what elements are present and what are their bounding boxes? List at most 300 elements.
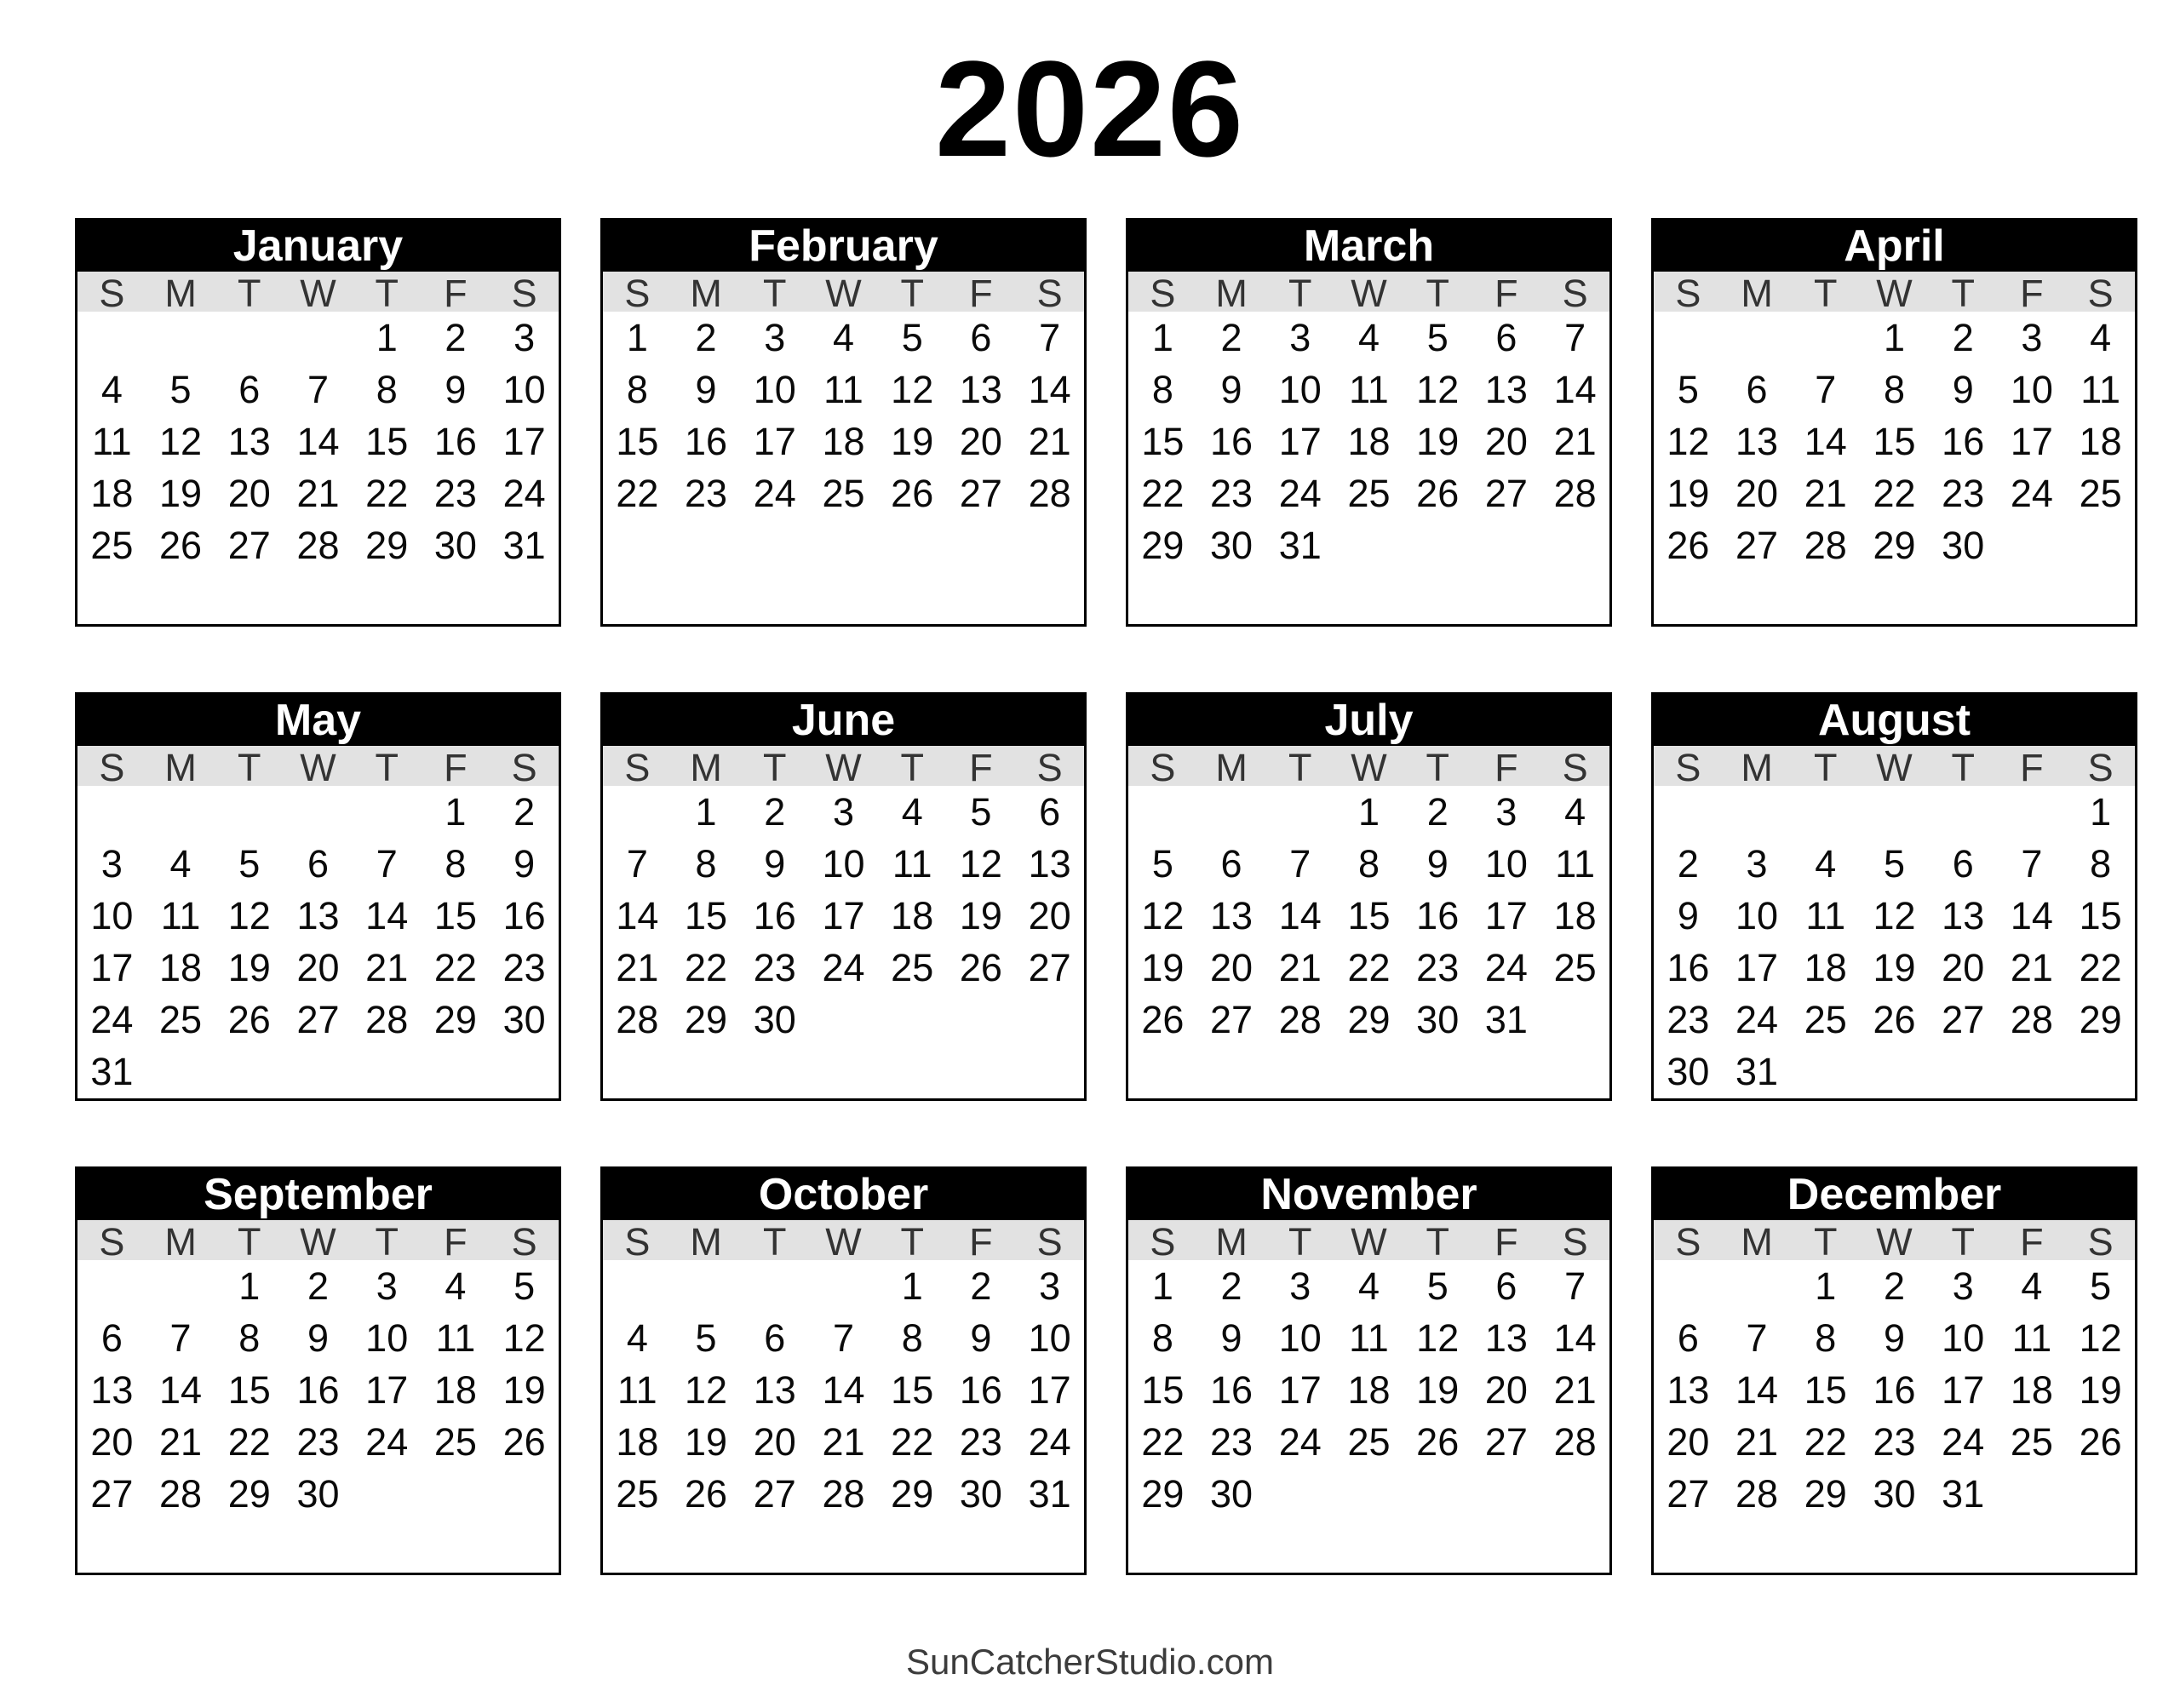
day-cell: 6 [307,841,329,886]
month-october [600,1166,1087,1575]
weekday-label: F [1494,1220,1518,1264]
day-cell: 21 [296,471,340,515]
day-cell: 27 [1028,945,1071,989]
day-cell: 1 [445,789,467,834]
day-cell: 30 [1210,523,1254,567]
day-cell: 30 [1416,997,1460,1041]
weekday-label: F [1494,746,1518,789]
weekday-label: T [1288,272,1312,315]
day-cell: 26 [2079,1419,2122,1464]
day-cell: 2 [307,1264,329,1308]
day-cell: 14 [296,419,340,463]
weekday-label: F [2020,746,2044,789]
day-cell: 4 [169,841,192,886]
day-cell: 6 [764,1315,786,1360]
day-cell: 20 [1484,1367,1528,1412]
day-cell: 23 [296,1419,340,1464]
month-title: December [1654,1169,2135,1220]
day-cell: 7 [169,1315,192,1360]
day-cell: 5 [238,841,261,886]
day-cell: 9 [1883,1315,1905,1360]
day-cell: 9 [513,841,536,886]
day-cell: 11 [435,1315,476,1360]
day-cell: 14 [616,893,659,937]
day-cell: 7 [1289,841,1311,886]
day-cell: 3 [764,315,786,359]
day-cell: 8 [1883,367,1905,411]
day-cell: 18 [616,1419,659,1464]
day-cell: 23 [1210,471,1254,515]
day-cell: 18 [2079,419,2122,463]
empty-day-cell [1860,786,1929,838]
day-cell: 9 [695,367,717,411]
day-cell: 6 [1677,1315,1699,1360]
day-cell: 23 [685,471,728,515]
day-cell: 3 [1289,315,1311,359]
day-cell: 3 [1746,841,1768,886]
day-cell: 1 [376,315,398,359]
day-cell: 14 [1553,367,1597,411]
day-cell: 22 [1141,1419,1185,1464]
weekday-label: S [1562,746,1588,789]
weekday-label: S [511,272,537,315]
weekday-label: T [763,746,787,789]
day-cell: 22 [891,1419,934,1464]
day-cell: 20 [90,1419,134,1464]
day-cell: 12 [1141,893,1185,937]
day-cell: 19 [959,893,1002,937]
day-cell: 1 [2090,789,2112,834]
day-cell: 24 [502,471,546,515]
weekday-label: W [1351,1220,1387,1264]
day-cell: 16 [1942,419,1985,463]
month-title: May [77,695,559,746]
day-cell: 27 [1942,997,1985,1041]
weekday-label: S [99,746,125,789]
day-grid [77,1260,559,1573]
weekday-label: W [825,746,862,789]
day-cell: 29 [2079,997,2122,1041]
day-cell: 30 [753,997,796,1041]
day-cell: 3 [1495,789,1517,834]
day-cell: 7 [832,1315,854,1360]
month-title: June [603,695,1084,746]
day-cell: 14 [365,893,409,937]
day-cell: 25 [1804,997,1847,1041]
empty-day-cell [215,312,284,364]
day-cell: 9 [1677,893,1699,937]
day-cell: 16 [1210,419,1254,463]
weekday-label: M [164,272,197,315]
empty-day-cell [1791,786,1860,838]
day-cell: 21 [1278,945,1322,989]
day-cell: 13 [1735,419,1779,463]
day-cell: 17 [1942,1367,1985,1412]
day-cell: 18 [1347,1367,1391,1412]
day-cell: 23 [1210,1419,1254,1464]
day-cell: 14 [1553,1315,1597,1360]
month-february [600,218,1087,627]
day-cell: 7 [2021,841,2043,886]
weekday-row [1128,1220,1609,1264]
day-cell: 20 [1735,471,1779,515]
day-cell: 12 [2079,1315,2122,1360]
day-cell: 5 [513,1264,536,1308]
day-cell: 20 [1942,945,1985,989]
day-cell: 13 [296,893,340,937]
day-cell: 11 [823,367,863,411]
day-cell: 11 [160,893,201,937]
day-cell: 30 [433,523,477,567]
empty-day-cell [353,786,422,838]
day-cell: 26 [685,1471,728,1516]
weekday-label: S [1562,1220,1588,1264]
day-cell: 10 [822,841,865,886]
day-cell: 6 [100,1315,123,1360]
day-cell: 21 [159,1419,203,1464]
month-march [1126,218,1612,627]
day-cell: 2 [1426,789,1449,834]
day-cell: 29 [1141,523,1185,567]
day-cell: 19 [1667,471,1710,515]
empty-day-cell [1654,786,1723,838]
day-cell: 8 [1815,1315,1837,1360]
weekday-label: T [900,1220,924,1264]
day-cell: 3 [513,315,536,359]
day-cell: 14 [2010,893,2053,937]
empty-day-cell [1654,1260,1723,1312]
day-cell: 30 [1873,1471,1916,1516]
day-cell: 22 [685,945,728,989]
day-cell: 11 [2080,367,2120,411]
weekday-label: W [825,272,862,315]
day-cell: 7 [626,841,648,886]
day-cell: 4 [1815,841,1837,886]
day-cell: 16 [959,1367,1002,1412]
month-july [1126,692,1612,1101]
weekday-label: M [1741,1220,1773,1264]
day-cell: 15 [1804,1367,1847,1412]
day-cell: 22 [365,471,409,515]
day-cell: 17 [502,419,546,463]
day-cell: 20 [959,419,1002,463]
day-cell: 28 [822,1471,865,1516]
weekday-label: T [900,272,924,315]
day-cell: 9 [1220,1315,1242,1360]
weekday-label: S [2087,272,2114,315]
day-cell: 15 [1141,419,1185,463]
day-cell: 15 [1347,893,1391,937]
empty-day-cell [146,786,215,838]
day-cell: 14 [1735,1367,1779,1412]
day-cell: 15 [616,419,659,463]
weekday-row [603,272,1084,315]
weekday-label: T [238,272,261,315]
day-cell: 17 [1484,893,1528,937]
day-cell: 6 [1039,789,1061,834]
empty-day-cell [740,1260,809,1312]
day-cell: 28 [1553,1419,1597,1464]
day-cell: 1 [1883,315,1905,359]
day-cell: 15 [433,893,477,937]
day-cell: 18 [891,893,934,937]
day-cell: 2 [970,1264,992,1308]
day-cell: 8 [445,841,467,886]
day-cell: 27 [1667,1471,1710,1516]
day-cell: 28 [1553,471,1597,515]
weekday-label: W [300,272,336,315]
day-cell: 3 [1952,1264,1974,1308]
empty-day-cell [1654,312,1723,364]
day-cell: 10 [1278,367,1322,411]
day-cell: 21 [1553,1367,1597,1412]
day-cell: 13 [90,1367,134,1412]
empty-day-cell [1197,786,1266,838]
empty-day-cell [1791,312,1860,364]
day-cell: 19 [227,945,271,989]
day-cell: 31 [90,1049,134,1093]
day-cell: 11 [1349,367,1389,411]
day-cell: 13 [959,367,1002,411]
month-september [75,1166,561,1575]
weekday-label: F [2020,1220,2044,1264]
day-cell: 18 [433,1367,477,1412]
day-cell: 24 [365,1419,409,1464]
day-cell: 5 [901,315,923,359]
weekday-label: S [1675,272,1701,315]
day-cell: 21 [616,945,659,989]
day-cell: 28 [1278,997,1322,1041]
day-grid [603,1260,1084,1573]
day-cell: 28 [1735,1471,1779,1516]
empty-day-cell [1998,786,2067,838]
weekday-label: T [375,1220,399,1264]
day-cell: 31 [1735,1049,1779,1093]
day-cell: 10 [1484,841,1528,886]
day-grid [1128,1260,1609,1573]
day-cell: 31 [1484,997,1528,1041]
day-cell: 1 [695,789,717,834]
day-cell: 11 [617,1367,657,1412]
day-cell: 24 [1028,1419,1071,1464]
day-cell: 29 [1804,1471,1847,1516]
weekday-label: F [444,746,468,789]
day-cell: 29 [891,1471,934,1516]
weekday-label: T [375,272,399,315]
day-cell: 30 [959,1471,1002,1516]
day-cell: 15 [1141,1367,1185,1412]
weekday-label: T [238,746,261,789]
day-cell: 29 [685,997,728,1041]
empty-day-cell [672,1260,741,1312]
empty-day-cell [146,312,215,364]
day-cell: 16 [502,893,546,937]
day-cell: 4 [2021,1264,2043,1308]
day-cell: 19 [2079,1367,2122,1412]
day-cell: 20 [296,945,340,989]
weekday-label: M [1215,1220,1248,1264]
day-cell: 30 [1942,523,1985,567]
day-cell: 4 [445,1264,467,1308]
day-cell: 12 [227,893,271,937]
day-cell: 27 [1484,1419,1528,1464]
day-cell: 27 [90,1471,134,1516]
weekday-label: W [1351,272,1387,315]
day-cell: 27 [1210,997,1254,1041]
weekday-label: S [99,1220,125,1264]
day-cell: 28 [365,997,409,1041]
empty-day-cell [215,786,284,838]
day-cell: 18 [1804,945,1847,989]
day-cell: 3 [376,1264,398,1308]
day-cell: 19 [1416,1367,1460,1412]
month-title: October [603,1169,1084,1220]
day-cell: 10 [1278,1315,1322,1360]
day-cell: 8 [626,367,648,411]
day-cell: 20 [1028,893,1071,937]
empty-day-cell [603,1260,672,1312]
day-cell: 6 [1220,841,1242,886]
day-cell: 24 [822,945,865,989]
day-cell: 5 [2090,1264,2112,1308]
weekday-label: T [1951,1220,1975,1264]
month-title: January [77,221,559,272]
day-grid [1128,786,1609,1098]
empty-day-cell [146,1260,215,1312]
day-cell: 25 [2010,1419,2053,1464]
day-cell: 19 [502,1367,546,1412]
day-cell: 7 [1815,367,1837,411]
empty-day-cell [77,786,146,838]
weekday-row [603,746,1084,789]
day-cell: 26 [959,945,1002,989]
day-cell: 22 [1804,1419,1847,1464]
day-cell: 6 [238,367,261,411]
day-cell: 6 [1495,315,1517,359]
weekday-label: M [690,1220,722,1264]
day-cell: 5 [695,1315,717,1360]
day-cell: 23 [1942,471,1985,515]
day-cell: 7 [1564,315,1586,359]
day-cell: 10 [1735,893,1779,937]
weekday-label: S [624,272,651,315]
day-cell: 22 [1141,471,1185,515]
day-cell: 25 [159,997,203,1041]
day-cell: 23 [1873,1419,1916,1464]
weekday-label: W [825,1220,862,1264]
month-november [1126,1166,1612,1575]
weekday-label: W [300,746,336,789]
day-cell: 27 [296,997,340,1041]
day-cell: 13 [753,1367,796,1412]
weekday-row [603,1220,1084,1264]
day-cell: 25 [1553,945,1597,989]
day-cell: 4 [2090,315,2112,359]
day-cell: 4 [1357,315,1380,359]
day-cell: 22 [433,945,477,989]
day-cell: 13 [1484,1315,1528,1360]
day-cell: 24 [1278,1419,1322,1464]
day-grid [1654,786,2135,1098]
weekday-label: S [1150,746,1176,789]
day-cell: 4 [1564,789,1586,834]
day-cell: 19 [1873,945,1916,989]
day-cell: 3 [100,841,123,886]
day-cell: 21 [1804,471,1847,515]
day-cell: 24 [1942,1419,1985,1464]
empty-day-cell [1723,312,1792,364]
day-cell: 1 [1151,315,1173,359]
day-grid [77,312,559,624]
day-cell: 10 [90,893,134,937]
day-cell: 13 [1210,893,1254,937]
day-cell: 8 [1151,1315,1173,1360]
day-cell: 28 [616,997,659,1041]
empty-day-cell [284,312,353,364]
weekday-label: M [164,746,197,789]
day-cell: 26 [1667,523,1710,567]
day-cell: 28 [2010,997,2053,1041]
weekday-row [1654,1220,2135,1264]
day-cell: 16 [1210,1367,1254,1412]
weekday-row [1128,272,1609,315]
day-cell: 14 [1278,893,1322,937]
day-cell: 2 [695,315,717,359]
day-cell: 30 [1210,1471,1254,1516]
day-cell: 5 [1426,315,1449,359]
weekday-row [1128,746,1609,789]
day-cell: 25 [1347,1419,1391,1464]
day-cell: 21 [822,1419,865,1464]
day-cell: 25 [2079,471,2122,515]
day-cell: 22 [1873,471,1916,515]
day-cell: 17 [1028,1367,1071,1412]
day-cell: 7 [376,841,398,886]
month-december [1651,1166,2137,1575]
day-cell: 9 [1426,841,1449,886]
day-cell: 15 [685,893,728,937]
day-cell: 3 [2021,315,2043,359]
day-cell: 9 [307,1315,329,1360]
weekday-label: S [624,746,651,789]
day-cell: 5 [1151,841,1173,886]
weekday-label: S [1675,1220,1701,1264]
day-cell: 27 [1735,523,1779,567]
day-cell: 6 [1495,1264,1517,1308]
day-cell: 8 [1151,367,1173,411]
day-cell: 8 [2090,841,2112,886]
day-cell: 13 [1942,893,1985,937]
day-cell: 27 [959,471,1002,515]
month-title: April [1654,221,2135,272]
weekday-label: S [1036,1220,1063,1264]
day-cell: 23 [753,945,796,989]
weekday-label: M [1741,746,1773,789]
day-cell: 11 [1349,1315,1389,1360]
day-cell: 17 [753,419,796,463]
day-cell: 8 [1357,841,1380,886]
month-title: March [1128,221,1609,272]
day-cell: 1 [1815,1264,1837,1308]
day-cell: 16 [685,419,728,463]
day-cell: 4 [100,367,123,411]
weekday-label: T [1426,1220,1449,1264]
day-cell: 22 [227,1419,271,1464]
day-cell: 2 [764,789,786,834]
day-cell: 2 [1220,315,1242,359]
day-cell: 29 [1873,523,1916,567]
day-cell: 13 [1667,1367,1710,1412]
